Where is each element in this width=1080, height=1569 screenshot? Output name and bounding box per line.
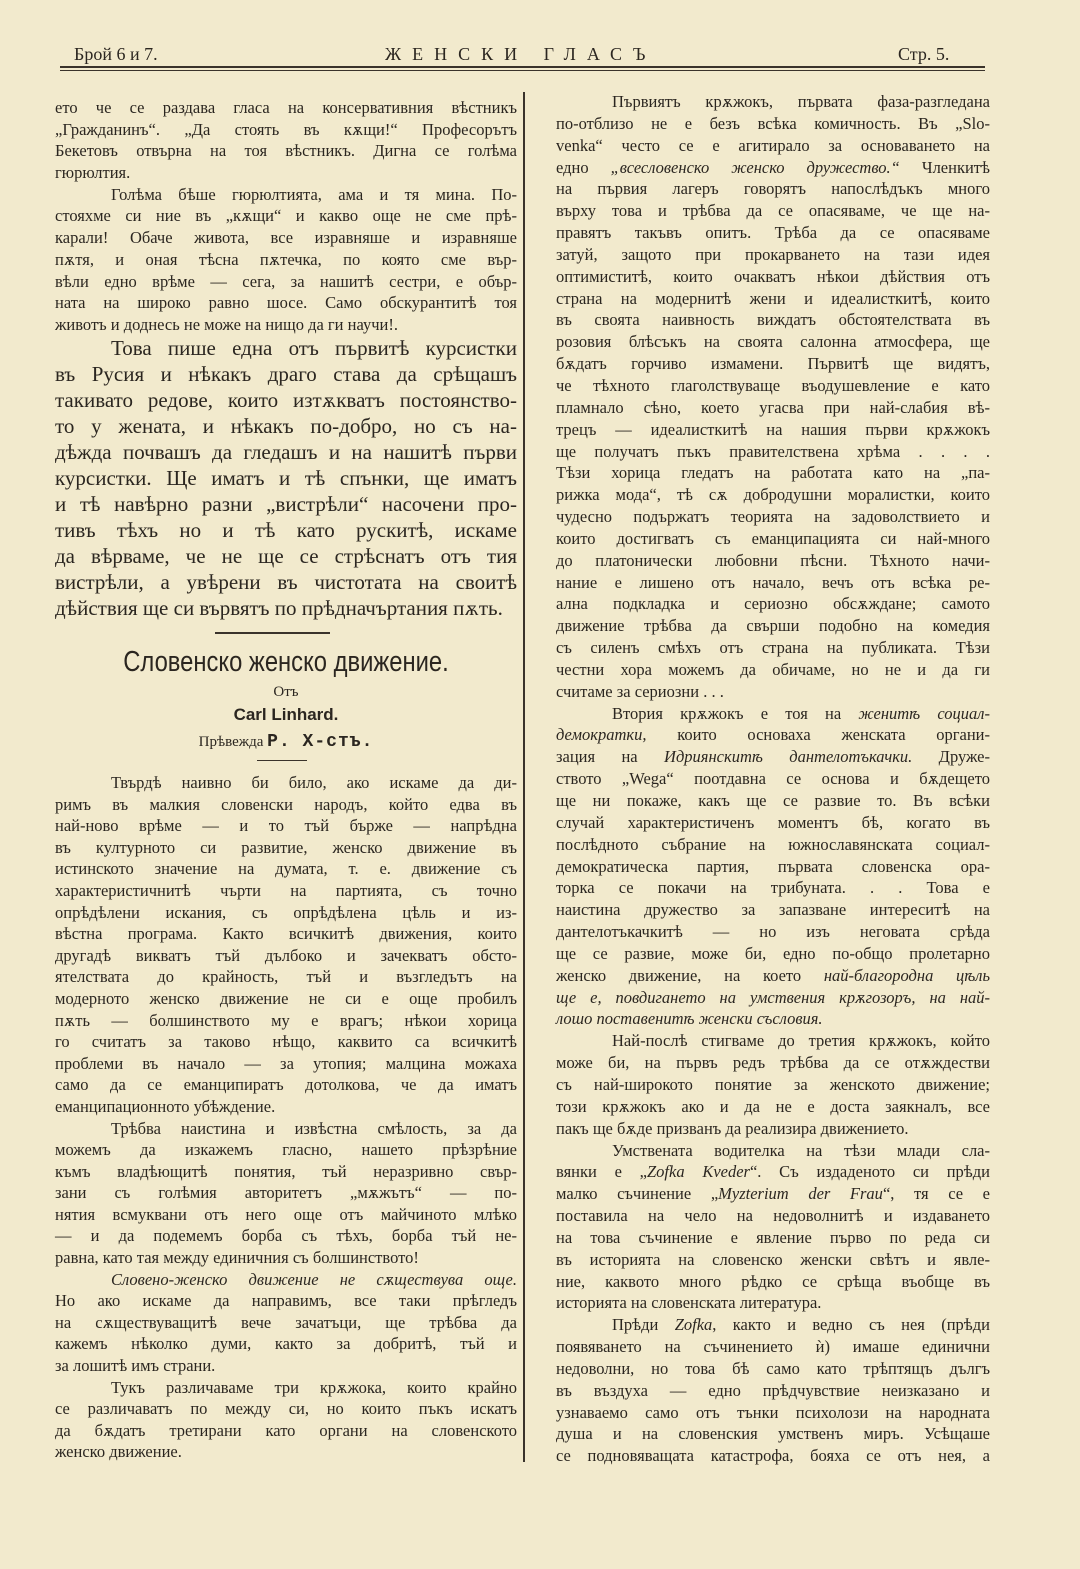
text-line: въ Русия и нѣкакъ драго става да срѣщашъ: [55, 362, 517, 386]
text-line: въ своята наивность виждатъ обстоятелствата въ: [556, 310, 990, 330]
text-line: Твърдѣ наивно би било, ако искаме да ди-: [111, 773, 517, 792]
text-line: душа и на словенския умственъ миръ. Усѣщаше: [556, 1424, 990, 1444]
text-line: тивъ тѣхъ но и тѣ като рускитѣ, искаме: [55, 518, 517, 542]
text-line: [556, 965, 990, 987]
text-line: [556, 724, 990, 746]
text-line: женско движение.: [55, 1442, 182, 1462]
paragraph: [556, 1030, 990, 1139]
italic-text: ще е, повдигането на умствения крѫгозоръ, на най-: [556, 987, 990, 1007]
article-left-column: [55, 772, 517, 1463]
text-line: съ силенъ смѣхъ отъ страна на публиката. Тѣзи: [556, 638, 990, 658]
text-line: Но ако искаме да направимъ, все таки прѣгледъ: [55, 1291, 517, 1311]
text-line: [556, 746, 990, 768]
text-line: историята на словенската литература.: [556, 1293, 822, 1313]
article-author: Carl Linhard.: [233, 705, 339, 724]
text-line: Бекетовъ отвърна на тоя вѣстникъ. Дигна се голѣма: [55, 141, 517, 161]
text-line: нание е лишено отъ начало, вечъ отъ всѣка ре-: [556, 572, 990, 592]
text-line: другадѣ викватъ тъй дълбоко и зачекватъ обсто-: [55, 945, 517, 965]
text-line: ална подкладка и сериозно обсѫждане; самото: [556, 594, 990, 614]
text-segment: , както и ведно съ нея (прѣди: [712, 1315, 990, 1335]
text-line: недоволни, но това бѣ само като трѣптящъ дългъ: [556, 1358, 990, 1378]
text-line: по-отблизо не е безъ всѣка комичность. Въ „Slo-: [556, 113, 990, 133]
paragraph: [55, 1118, 517, 1269]
italic-text: Zofka: [674, 1315, 713, 1335]
text-line: [556, 703, 990, 725]
text-line: Умствената водителка на тѣзи млади сла-: [612, 1140, 990, 1160]
article-title: Словенско женско движение.: [123, 646, 449, 678]
text-segment: вянки е „: [556, 1162, 647, 1182]
paragraph: [55, 1269, 517, 1377]
italic-text: демократки,: [556, 725, 647, 745]
text-line: се подновяващата катастрофа, бояха се отъ нея, а: [556, 1446, 990, 1466]
text-line: страна на модернитѣ жени и идеалисткитѣ, които: [556, 288, 990, 308]
italic-text: Словено-женско движение не сѫществува още.: [111, 1269, 517, 1289]
text-line: пламнало сѣно, което угасва при най-слабия вѣ-: [556, 397, 990, 417]
text-line: зани съ голѣмия авторитетъ „мѫжътъ“ — по-: [55, 1183, 517, 1203]
text-line: правятъ такъвъ опитъ. Трѣба да се опасяваме: [556, 223, 990, 243]
text-line: можемъ да изкажемъ гласно, нашето прѣзрѣние: [55, 1140, 517, 1160]
translator-label: Прѣвежда: [198, 734, 264, 750]
text-line: въ въздуха — едно прѣдчувствие неизказано и: [556, 1380, 990, 1400]
text-line: и тѣ навѣрно разни „вистрѣли“ насочени про-: [55, 492, 517, 516]
text-line: истинското значение на думата, т. е. движение съ: [55, 859, 517, 879]
text-segment: Друже-: [912, 747, 991, 767]
text-line: римъ въ малкия словенски народъ, който едва въ: [55, 794, 517, 814]
text-line: карали! Обаче живота, все изравняше и изравняше: [55, 228, 517, 248]
text-line: наистина дружество за запазване интереситѣ на: [556, 900, 990, 920]
text-line: проблеми въ начало — за утопия; малцина можаха: [55, 1053, 517, 1073]
text-line: на сѫществуващитѣ вече зачатъци, ще трѣбва да: [55, 1312, 517, 1332]
text-line: такивато редове, които изтѫкватъ постоянство-: [55, 388, 517, 412]
text-line: честни хора можемъ да обичаме, но не и да ги: [556, 659, 990, 679]
text-line: модерното женско движение не си е още пробилъ: [55, 988, 517, 1008]
italic-text: „всесловенско женско дружество.“: [610, 157, 900, 177]
text-line: пѫть — болшинството му е врагъ; нѣкои хорица: [55, 1010, 517, 1030]
text-line: то у жената, и нѣкакъ по-добро, но съ на-: [55, 414, 517, 438]
text-line: ние, каквото много рѣдко се срѣща въобще въ: [556, 1271, 990, 1291]
text-line: рижка мода“, тѣ сѫ добродушни моралистки, които: [556, 485, 990, 505]
text-line: въ културното си развитие, женско движение въ: [55, 837, 517, 857]
text-line: дантелотъкачкитѣ — но изъ неговата срѣда: [556, 922, 990, 942]
text-line: [556, 987, 990, 1009]
article-translator-line: [55, 732, 517, 752]
left-column-continuation: [55, 97, 517, 336]
section-separator-rule: [215, 632, 330, 634]
text-segment: Прѣди: [612, 1315, 675, 1335]
text-line: трецъ — идеалисткитѣ на нашия първи крѫжокъ: [556, 419, 990, 439]
text-line: животъ и доднесь не може на нищо да ги научи!.: [55, 314, 398, 334]
text-line: се различаватъ по между си, но които пъкъ искатъ: [55, 1399, 517, 1419]
text-line: гюрюлтия.: [55, 163, 131, 183]
text-line: ще получатъ пъкъ правителствена хрѣма . . . .: [556, 441, 990, 461]
text-line: бѫдатъ горчиво измамени. Първитѣ ще видятъ,: [556, 354, 990, 374]
italic-text: лошо поставенитѣ женски съсловия.: [556, 1009, 823, 1029]
text-line: го считатъ за таково нѣщо, каквито са всичкитѣ: [55, 1032, 517, 1052]
text-line: до платонически любовни пѣсни. Тѣхното начи-: [556, 550, 990, 570]
text-line: ятелствата до крайность, тъй и възгледътъ на: [55, 967, 517, 987]
text-line: venka“ често се е агитирало за основаването на: [556, 135, 990, 155]
page-number: Стр. 5.: [898, 44, 950, 64]
text-line: ството „Wega“ поотдавна се основа и бѫдещето: [556, 769, 990, 789]
text-line: розовия блѣсъкъ на своята салонна атмосфера, ще: [556, 332, 990, 352]
text-segment: Членкитѣ: [899, 157, 990, 177]
text-line: опрѣдѣлени искания, съ опрѣдѣлена цѣль и из-: [55, 902, 517, 922]
italic-text: Zofka Kveder: [647, 1162, 750, 1182]
text-line: вѣстна програма. Както всичкитѣ движения, които: [55, 924, 517, 944]
text-line: Най-послѣ стигваме до третия крѫжокъ, който: [612, 1031, 990, 1051]
italic-text: женитѣ социал-: [858, 703, 990, 723]
text-line: [556, 1161, 990, 1183]
text-line: — и да подемемъ борба съ тѣхъ, борба тъй не-: [55, 1226, 517, 1246]
text-line: вѣли едно врѣме — сега, за нашитѣ сестри, е обър-: [55, 271, 517, 291]
text-line: най-ново врѣме — и то тъй бърже — напрѣдна: [55, 816, 517, 836]
text-line: Това пише една отъ първитѣ курсистки: [111, 336, 517, 360]
italic-text: Myzterium der Frau: [718, 1184, 883, 1204]
text-line: да бѫдатъ третирани като органи на словенското: [55, 1420, 517, 1440]
text-line: ната на широко равно шосе. Само обскурантитѣ тоя: [55, 293, 517, 313]
text-line: че тѣхното глаголствуваще въодушевление е като: [556, 375, 990, 395]
text-line: появяването на съчинението ѝ) имаше единични: [556, 1337, 990, 1357]
paragraph: [55, 1377, 517, 1463]
text-line: Тукъ различаваме три крѫжока, които крайно: [111, 1377, 517, 1397]
text-line: на това съчинение е явление първо по реда си: [556, 1227, 990, 1247]
text-line: [556, 157, 990, 179]
paragraph: [556, 91, 990, 703]
article-right-column: [556, 91, 990, 1467]
text-line: узнаваемо само отъ тънки психолози на народната: [556, 1402, 990, 1422]
text-segment: едно: [556, 157, 611, 177]
text-line: Трѣбва наистина и извѣстна смѣлость, за да: [111, 1118, 517, 1138]
text-segment: малко съчинение „: [556, 1184, 719, 1204]
text-segment: зация на: [556, 747, 665, 767]
text-line: Тѣзи хорица гледатъ на работата като на „па-: [556, 463, 990, 483]
text-line: дѣжда почвашъ да гледашъ и на нашитѣ първи: [55, 440, 517, 464]
text-line: [556, 1314, 990, 1336]
article-from-label: Отъ: [273, 684, 299, 700]
text-line: кажемъ нѣколко думи, както за добритѣ, тъй и: [55, 1334, 517, 1354]
text-line: случай характеристиченъ моментъ бѣ, когато въ: [556, 812, 990, 832]
text-line: да вѣрваме, че не ще се стрѣснатъ отъ тия: [55, 544, 517, 568]
text-line: стояхме си ние въ „кѫщи“ и какво още не сме прѣ-: [55, 206, 517, 226]
text-line: еманципационното убѣждение.: [55, 1096, 276, 1116]
paragraph: [55, 184, 517, 336]
text-line: [55, 1269, 517, 1291]
left-column-large-paragraph: [55, 335, 517, 621]
paragraph: [556, 1140, 990, 1315]
text-line: за лошитѣ имъ страни.: [55, 1356, 216, 1376]
text-line: вистрѣли, а увѣрени въ чистотата на своитѣ: [55, 570, 517, 594]
text-line: въ историята на словенско женски свѣтъ и явле-: [556, 1249, 990, 1269]
text-line: може би, на първъ редъ трѣбва да се отѫждестви: [556, 1053, 990, 1073]
text-segment: “, тя се е: [882, 1184, 990, 1204]
byline-rule: [257, 760, 307, 761]
paragraph: [55, 97, 517, 184]
text-line: [556, 1008, 990, 1030]
newspaper-title: ЖЕНСКИ ГЛАСЪ: [385, 44, 657, 64]
text-line: оптимиститѣ, които очакватъ нѣкои дѣйствия отъ: [556, 266, 990, 286]
text-line: демократическа партия, първата словенска ора-: [556, 856, 990, 876]
text-line: курсистки. Ще иматъ и тѣ спънки, ще иматъ: [55, 466, 517, 490]
paragraph: [55, 772, 517, 1118]
text-line: движение трѣбва да свърши подобно на комедия: [556, 616, 990, 636]
column-divider: [523, 92, 525, 1462]
text-line: нятия всмуквани отъ него още отъ майчиното млѣко: [55, 1204, 517, 1224]
text-line: пѫтя, и оная тѣсна пѫтечка, по която сме вър-: [55, 249, 517, 269]
text-line: които достигватъ съ еманципацията си най-много: [556, 528, 990, 548]
text-line: съ най-широкото понятие за женското движение;: [556, 1074, 990, 1094]
text-line: ще се развие, може би, едно по-общо пролетарно: [556, 943, 990, 963]
text-line: чудесно подържатъ теорията на задоволствието и: [556, 507, 990, 527]
header-rule-top: [60, 66, 985, 68]
text-line: поставила на чело на недоволнитѣ и издаването: [556, 1206, 990, 1226]
text-line: ще ни покаже, какъ ще се развие то. Въ всѣки: [556, 791, 990, 810]
paragraph: [55, 335, 517, 621]
text-line: считаме за сериозни . . .: [556, 681, 724, 701]
text-line: на първия лагеръ говорятъ напослѣдъкъ много: [556, 179, 990, 199]
text-line: пакъ ще бѫде призванъ да реализира движението.: [556, 1118, 909, 1138]
text-segment: Втория крѫжокъ е тоя на: [612, 703, 859, 723]
text-segment: женско движение, на което: [556, 965, 824, 985]
text-line: затуй, защото при прокарването на тази идея: [556, 244, 990, 264]
text-segment: “. Съ издаденото си прѣди: [749, 1162, 990, 1182]
text-line: Първиятъ крѫжокъ, първата фаза-разгледана: [612, 92, 990, 111]
italic-text: Идриянскитѣ дантелотъкачки.: [664, 747, 913, 767]
text-line: „Гражданинъ“. „Да стоять въ кѫщи!“ Професорътъ: [55, 119, 517, 139]
paragraph: [556, 1314, 990, 1467]
header-rule-bottom: [60, 70, 985, 71]
paragraph: [556, 703, 990, 1031]
text-segment: които основаха женската органи-: [646, 725, 990, 745]
text-line: този крѫжокъ ако и да не е доста заякналъ, все: [556, 1096, 990, 1116]
text-line: торка се покачи на трибуната. . . Това е: [556, 878, 990, 898]
translator-name: Р. Х-стъ.: [267, 732, 374, 752]
text-line: характеристичнитѣ чърти на партията, съ точно: [55, 880, 517, 900]
italic-text: най-благородна цѣль: [823, 965, 990, 985]
text-line: само да се еманципиратъ дотолкова, че да иматъ: [55, 1075, 517, 1095]
text-line: дѣйствия ще си вървятъ по прѣдначъртания пѫть.: [55, 596, 503, 620]
issue-number: Брой 6 и 7.: [74, 44, 158, 64]
text-line: върху това и трѣбва да се опасяваме, че ще на-: [556, 201, 990, 221]
text-line: къмъ владѣющитѣ понятия, тъй неразривно свър-: [55, 1161, 517, 1181]
text-line: равна, като тая между единичния съ болшинството!: [55, 1248, 419, 1268]
text-line: ето че се раздава гласа на консервативния вѣстникъ: [55, 98, 517, 117]
text-line: [556, 1183, 990, 1205]
text-line: Голѣма бѣше гюрюлтията, ама и тя мина. По-: [111, 184, 517, 204]
text-line: послѣдното събрание на южнославянската социал-: [556, 834, 990, 854]
